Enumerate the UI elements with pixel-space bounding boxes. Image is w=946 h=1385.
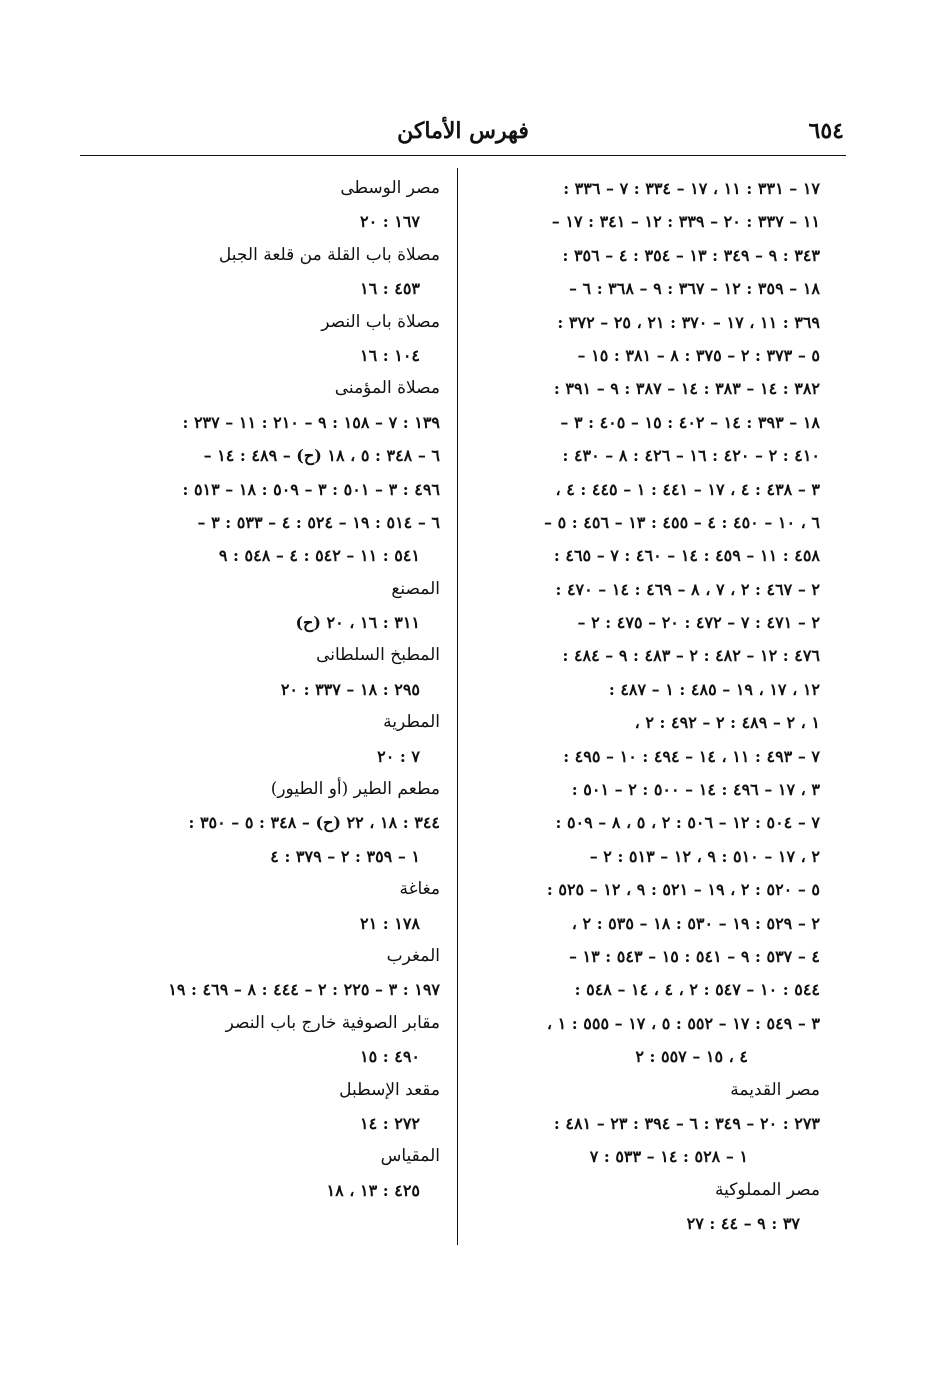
page-reference-line: ١٦٧ : ٢٠: [359, 212, 420, 232]
place-name: مصر الوسطى: [340, 178, 440, 198]
page-reference-line: ١٩٧ : ٣ – ٢٢٥ : ٢ – ٤٤٤ : ٨ – ٤٦٩ : ١٩: [168, 980, 440, 1000]
page-reference-line: ٢ ، ١٧ – ٥١٠ : ٩ ، ١٢ – ٥١٣ : ٢ –: [589, 846, 820, 866]
right-column: [480, 172, 820, 1241]
page-reference-line: ٣٧ : ٩ – ٤٤ : ٢٧: [686, 1214, 800, 1234]
page-reference-line: ٤١٠ : ٢ – ٤٢٠ : ١٦ – ٤٢٦ : ٨ – ٤٣٠ :: [562, 446, 820, 466]
page-reference-line: ٢٧٣ : ٢٠ – ٣٤٩ : ٦ – ٣٩٤ : ٢٣ – ٤٨١ :: [553, 1113, 820, 1133]
page-reference-line: ١ – ٣٥٩ : ٢ – ٣٧٩ : ٤: [270, 846, 420, 866]
header-rule: [80, 155, 846, 156]
page-reference-line: ١٣٩ : ٧ – ١٥٨ : ٩ – ٢١٠ : ١١ – ٢٣٧ :: [182, 412, 440, 432]
page-reference-line: ١٧ – ٣٣١ : ١١ ، ١٧ – ٣٣٤ : ٧ – ٣٣٦ :: [563, 179, 820, 198]
page-reference-line: ٢ – ٤٧١ : ٧ – ٤٧٢ : ٢٠ – ٤٧٥ : ٢ –: [577, 613, 820, 633]
page-reference-line: ٥٤٤ : ١٠ – ٥٤٧ : ٢ ، ٤ ، ١٤ – ٥٤٨ :: [574, 980, 820, 1000]
place-name: المصنع: [391, 578, 440, 599]
page-reference-line: ٤٢٥ : ١٣ ، ١٨: [326, 1180, 420, 1200]
place-name: مصلاة باب القلة من قلعة الجبل: [218, 244, 440, 265]
page-reference-line: ٤٥٨ : ١١ – ٤٥٩ : ١٤ – ٤٦٠ : ٧ – ٤٦٥ :: [553, 546, 820, 566]
page-reference-line: ٢٩٥ : ١٨ – ٣٣٧ : ٢٠: [280, 679, 420, 699]
page-reference-line: ١٢ ، ١٧ ، ١٩ – ٤٨٥ : ١ – ٤٨٧ :: [608, 679, 820, 699]
place-name: مصلاة باب النصر: [321, 311, 440, 332]
page-reference-line: ٣٨٢ : ١٤ – ٣٨٣ : ١٤ – ٣٨٧ : ٩ – ٣٩١ :: [553, 379, 820, 399]
place-name: المطرية: [383, 712, 440, 733]
page-reference-line: ٤٩٠ : ١٥: [359, 1047, 420, 1067]
page-reference-line: ٣ ، ١٧ – ٤٩٦ : ١٤ – ٥٠٠ : ٢ – ٥٠١ :: [571, 780, 820, 800]
page-reference-line: ٦ – ٣٤٨ : ٥ ، ١٨ (ح) – ٤٨٩ : ١٤ –: [203, 446, 440, 466]
page-reference-line: ٤٥٣ : ١٦: [359, 279, 420, 299]
left-column: [80, 172, 440, 1207]
page-reference-line: ٥٤١ : ١١ – ٥٤٢ : ٤ – ٥٤٨ : ٩: [218, 546, 420, 566]
page-reference-line: ٣ – ٤٣٨ : ٤ ، ١٧ – ٤٤١ : ١ – ٤٤٥ : ٤ ،: [555, 479, 820, 499]
place-name: المقياس: [380, 1146, 440, 1167]
page-number: ٦٥٤: [808, 118, 844, 144]
page-reference-line: ٢ – ٥٢٩ : ١٩ – ٥٣٠ : ١٨ – ٥٣٥ : ٢ ،: [571, 913, 820, 933]
page-reference-line: ٧ : ٢٠: [377, 746, 420, 766]
page-reference-line: ٣٤٣ : ٩ – ٣٤٩ : ١٣ – ٣٥٤ : ٤ – ٣٥٦ :: [562, 245, 820, 265]
place-name: مقابر الصوفية خارج باب النصر: [225, 1012, 440, 1033]
page-reference-line: ٦ – ٥١٤ : ١٩ – ٥٢٤ : ٤ – ٥٣٣ : ٣ –: [197, 512, 440, 532]
page-reference-line: ٣١١ : ١٦ ، ٢٠ (ح): [295, 613, 420, 633]
page-reference-line: ١٠٤ : ١٦: [359, 345, 420, 365]
page-header: [80, 110, 846, 150]
page-reference-line: ٤٩٦ : ٣ – ٥٠١ : ٣ – ٥٠٩ : ١٨ – ٥١٣ :: [182, 479, 440, 499]
page-reference-line: ٣ – ٥٤٩ : ١٧ – ٥٥٢ : ٥ ، ١٧ – ٥٥٥ : ١ ،: [546, 1013, 820, 1033]
page-reference-line: ١٨ – ٣٥٩ : ١٢ – ٣٦٧ : ٩ – ٣٦٨ : ٦ –: [568, 279, 820, 299]
page-reference-line: ٢٧٢ : ١٤: [359, 1113, 420, 1133]
place-name: المغرب: [386, 945, 440, 966]
page-reference-line: ٧ – ٤٩٣ : ١١ ، ١٤ – ٤٩٤ : ١٠ – ٤٩٥ :: [563, 746, 820, 766]
page-title: فهرس الأماكن: [397, 118, 529, 144]
page-reference-line: ٥ – ٣٧٣ : ٢ – ٣٧٥ : ٨ – ٣٨١ : ١٥ –: [577, 345, 820, 365]
place-name: المطبخ السلطانى: [316, 645, 440, 666]
page-reference-line: ٧ – ٥٠٤ : ١٢ – ٥٠٦ : ٢ ، ٥ ، ٨ – ٥٠٩ :: [555, 813, 820, 833]
page-reference-line: ٤ – ٥٣٧ : ٩ – ٥٤١ : ١٥ – ٥٤٣ : ١٣ –: [568, 946, 820, 966]
page-reference-line: ١ – ٥٢٨ : ١٤ – ٥٣٣ : ٧: [589, 1147, 748, 1167]
page-reference-line: ١٨ – ٣٩٣ : ١٤ – ٤٠٢ : ١٥ – ٤٠٥ : ٣ –: [560, 412, 820, 432]
page-reference-line: ٤ ، ١٥ – ٥٥٧ : ٢: [635, 1047, 748, 1067]
place-name: مقعد الإسطبل: [339, 1079, 440, 1100]
page-reference-line: ٥ – ٥٢٠ : ٢ ، ١٩ – ٥٢١ : ٩ ، ١٢ – ٥٢٥ :: [546, 880, 820, 900]
page-reference-line: ٣٤٤ : ١٨ ، ٢٢ (ح) – ٣٤٨ : ٥ – ٣٥٠ :: [188, 813, 440, 833]
page-reference-line: ٤٧٦ : ١٢ – ٤٨٢ : ٢ – ٤٨٣ : ٩ – ٤٨٤ :: [562, 646, 820, 666]
page-reference-line: ٣٦٩ : ١١ ، ١٧ – ٣٧٠ : ٢١ ، ٢٥ – ٣٧٢ :: [557, 312, 820, 332]
page-reference-line: ٦ ، ١٠ – ٤٥٠ : ٤ – ٤٥٥ : ١٣ – ٤٥٦ : ٥ –: [544, 512, 820, 532]
page-reference-line: ١٧٨ : ٢١: [359, 913, 420, 933]
place-name: مغاغة: [399, 879, 440, 900]
page-reference-line: ١١ – ٣٣٧ : ٢٠ – ٣٣٩ : ١٢ – ٣٤١ : ١٧ –: [551, 212, 820, 232]
page-reference-line: ١ ، ٢ – ٤٨٩ : ٢ – ٤٩٢ : ٢ ،: [634, 713, 820, 733]
place-name: مصر القديمة: [730, 1079, 820, 1100]
place-name: مصر المملوكية: [715, 1179, 820, 1200]
column-divider: [457, 168, 458, 1245]
place-name: مطعم الطير (أو الطيور): [270, 779, 440, 800]
page-reference-line: ٢ – ٤٦٧ : ٢ ، ٧ ، ٨ – ٤٦٩ : ١٤ – ٤٧٠ :: [555, 579, 820, 599]
place-name: مصلاة المؤمنى: [334, 378, 440, 399]
